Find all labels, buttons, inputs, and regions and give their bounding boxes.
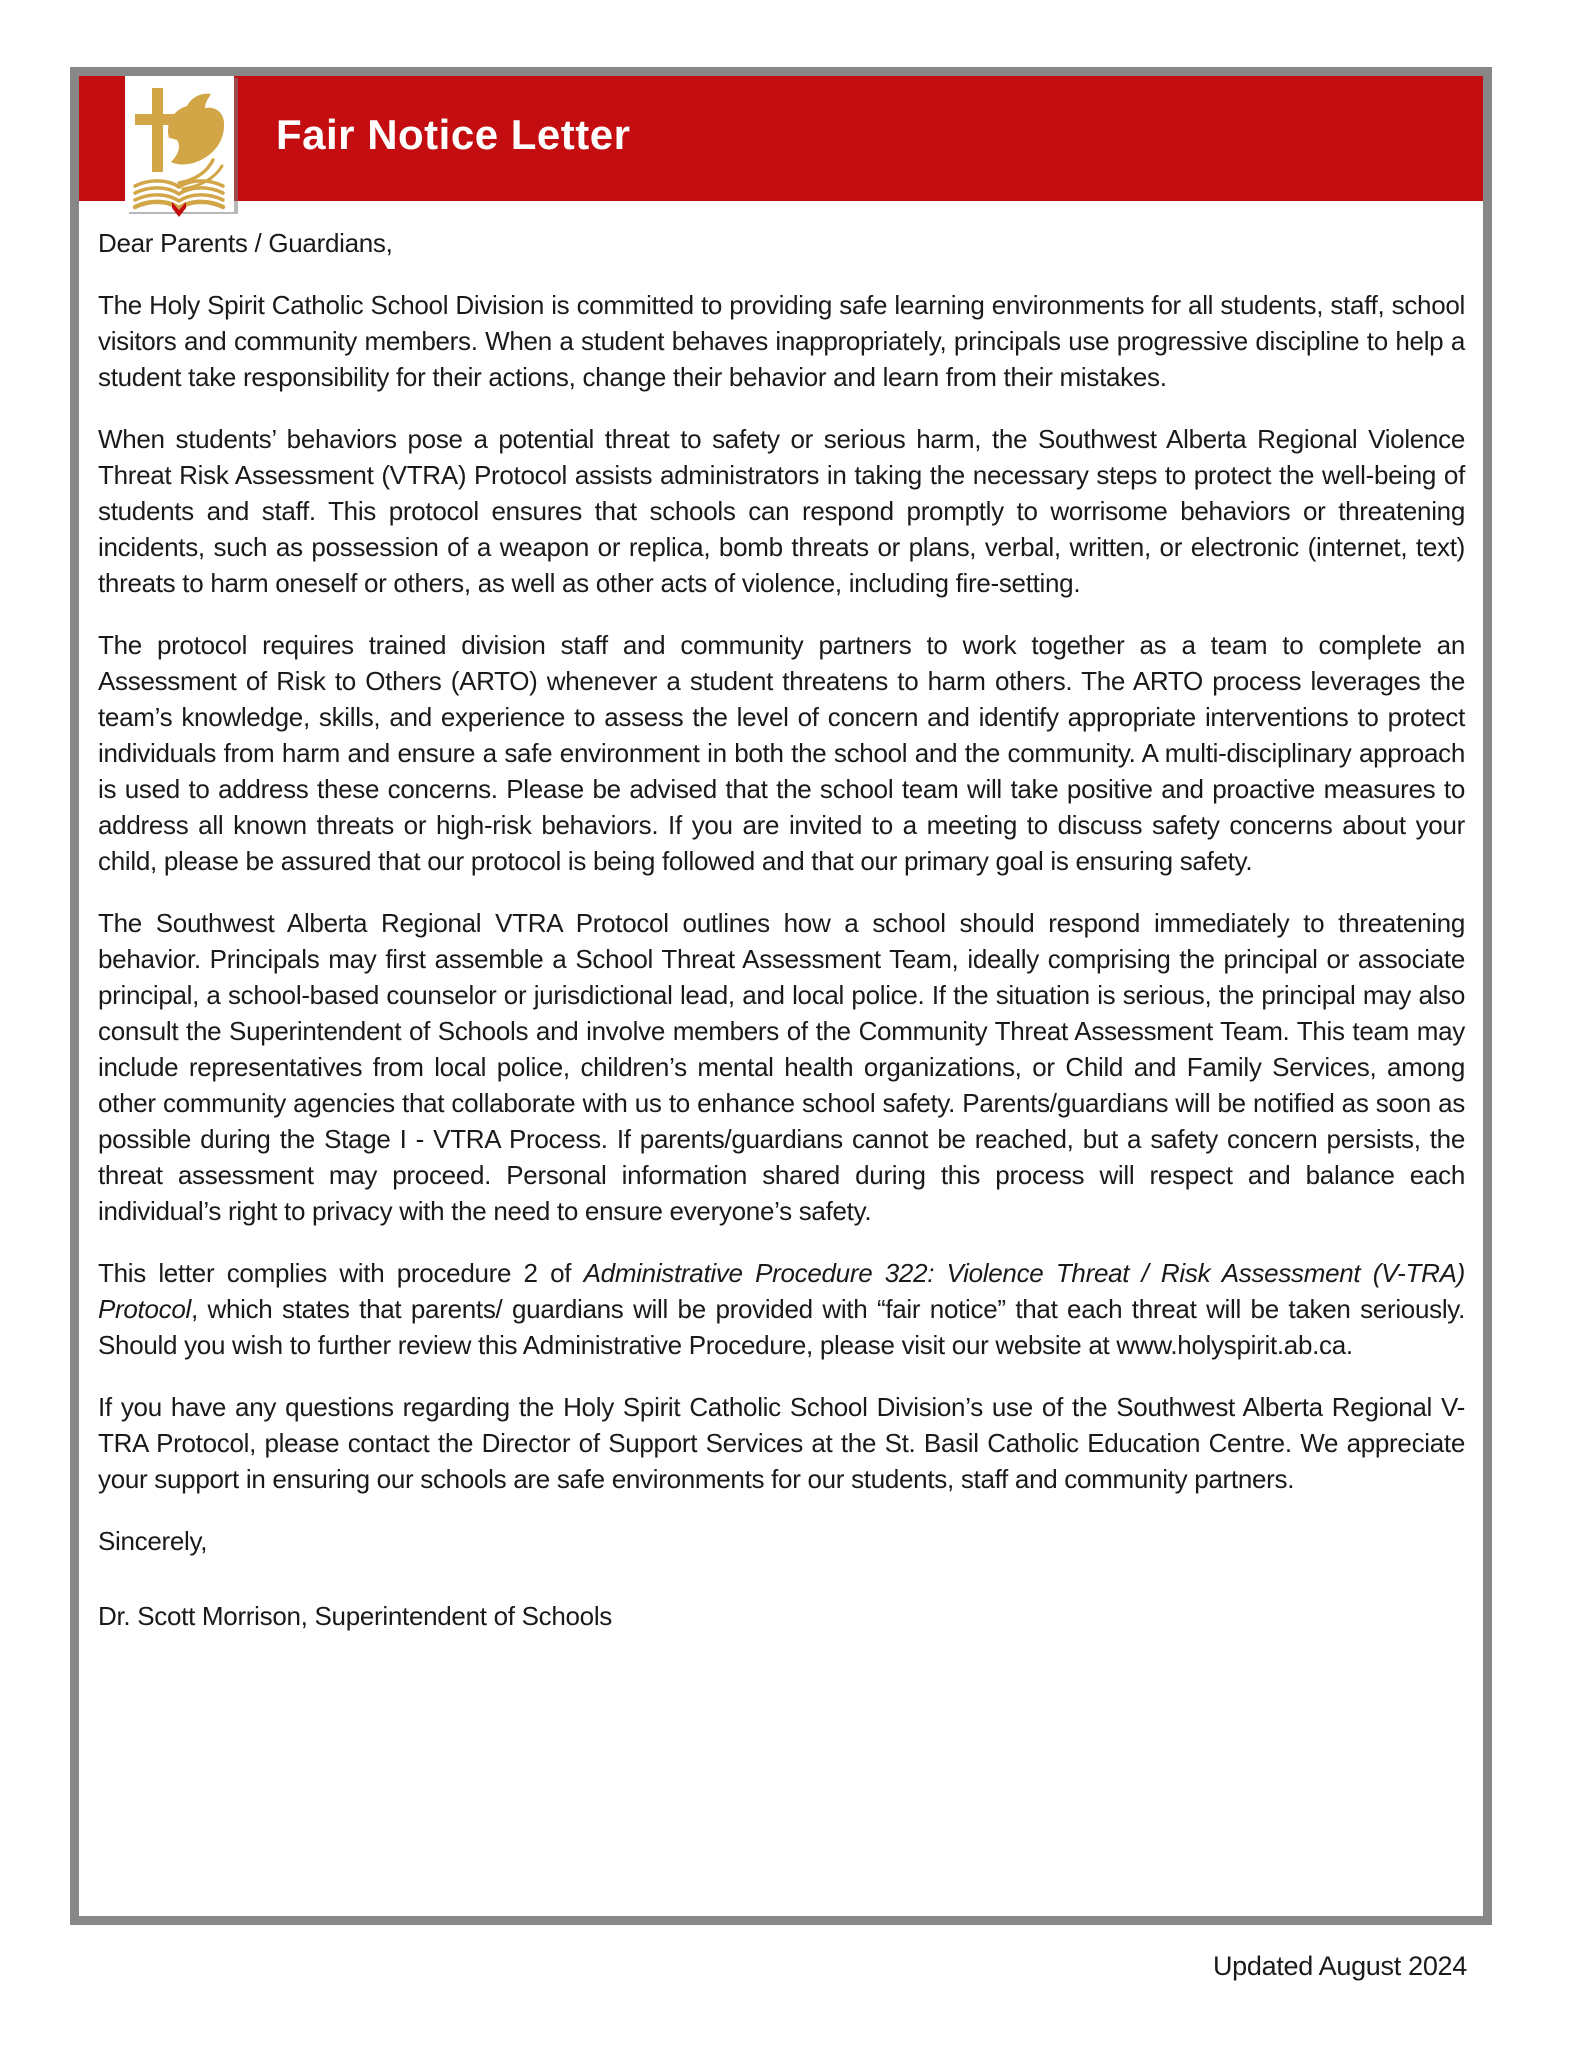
website-url: www.holyspirit.ab.ca bbox=[1116, 1330, 1346, 1360]
closing: Sincerely, bbox=[98, 1526, 208, 1556]
letter-sheet bbox=[70, 67, 1492, 1925]
compliance-text-end: . bbox=[1345, 1330, 1353, 1360]
letter-header bbox=[79, 76, 1483, 201]
paragraph-questions-contact: If you have any questions regarding the Holy Spirit Catholic School Division’s use of the Southwest Alberta Regional V-TRA Protocol, please contact the Director of Support Services at the St. Basil Catholic Education Centre. We appreciate your support in ensuring our schools are safe environments for our students, staff and community partners. bbox=[98, 1392, 1465, 1494]
procedure-322-reference: Administrative Procedure 322: Violence Threat / Risk Assessment (V-TRA) Protocol bbox=[98, 1258, 1465, 1324]
compliance-text-mid: , which states that parents/ guardians will be provided with “fair notice” that each threat will be taken seriously. Should you wish to further review this Administrative Procedure, please visit our website at bbox=[98, 1294, 1465, 1360]
paragraph-vtra-protocol: When students’ behaviors pose a potential threat to safety or serious harm, the Southwest Alberta Regional Violence Threat Risk Assessment (VTRA) Protocol assists administrators in taking the necessary steps to protect the well-being of students and staff. This protocol ensures that schools can respond promptly to worrisome behaviors or threatening incidents, such as possession of a weapon or replica, bomb threats or plans, verbal, written, or electronic (internet, text) threats to harm oneself or others, as well as other acts of violence, including fire-setting. bbox=[98, 424, 1465, 598]
page-title: Fair Notice Letter bbox=[276, 110, 631, 158]
letter-body bbox=[79, 201, 1483, 1634]
paragraph-commitment: The Holy Spirit Catholic School Division is committed to providing safe learning environments for all students, staff, school visitors and community members. When a student behaves inappropriately, principals use progressive discipline to help a student take responsibility for their actions, change their behavior and learn from their mistakes. bbox=[98, 290, 1465, 392]
holy-spirit-logo bbox=[125, 76, 234, 212]
compliance-text-pre: This letter complies with procedure 2 of bbox=[98, 1258, 584, 1288]
paragraph-arto-process: The protocol requires trained division staff and community partners to work together as a team to complete an Assessment of Risk to Others (ARTO) whenever a student threatens to harm others. The ARTO process leverages the team’s knowledge, skills, and experience to assess the level of concern and identify appropriate interventions to protect individuals from harm and ensure a safe environment in both the school and the community. A multi-disciplinary approach is used to address these concerns. Please be advised that the school team will take positive and proactive measures to address all known threats or high-risk behaviors. If you are invited to a meeting to discuss safety concerns about your child, please be assured that our protocol is being followed and that our primary goal is ensuring safety. bbox=[98, 630, 1465, 876]
signature: Dr. Scott Morrison, Superintendent of Schools bbox=[98, 1601, 612, 1631]
paragraph-response-process: The Southwest Alberta Regional VTRA Protocol outlines how a school should respond immediately to threatening behavior. Principals may first assemble a School Threat Assessment Team, ideally comprising the principal or associate principal, a school-based counselor or jurisdictional lead, and local police. If the situation is serious, the principal may also consult the Superintendent of Schools and involve members of the Community Threat Assessment Team. This team may include representatives from local police, children’s mental health organizations, or Child and Family Services, among other community agencies that collaborate with us to enhance school safety. Parents/guardians will be notified as soon as possible during the Stage I - VTRA Process. If parents/guardians cannot be reached, but a safety concern persists, the threat assessment may proceed. Personal information shared during this process will respect and balance each individual’s right to privacy with the need to ensure everyone’s safety. bbox=[98, 908, 1465, 1226]
footer-updated-date: Updated August 2024 bbox=[1212, 1951, 1467, 1981]
paragraph-compliance bbox=[98, 1255, 1465, 1363]
salutation: Dear Parents / Guardians, bbox=[98, 228, 393, 258]
cross-dove-book-icon bbox=[125, 76, 234, 218]
